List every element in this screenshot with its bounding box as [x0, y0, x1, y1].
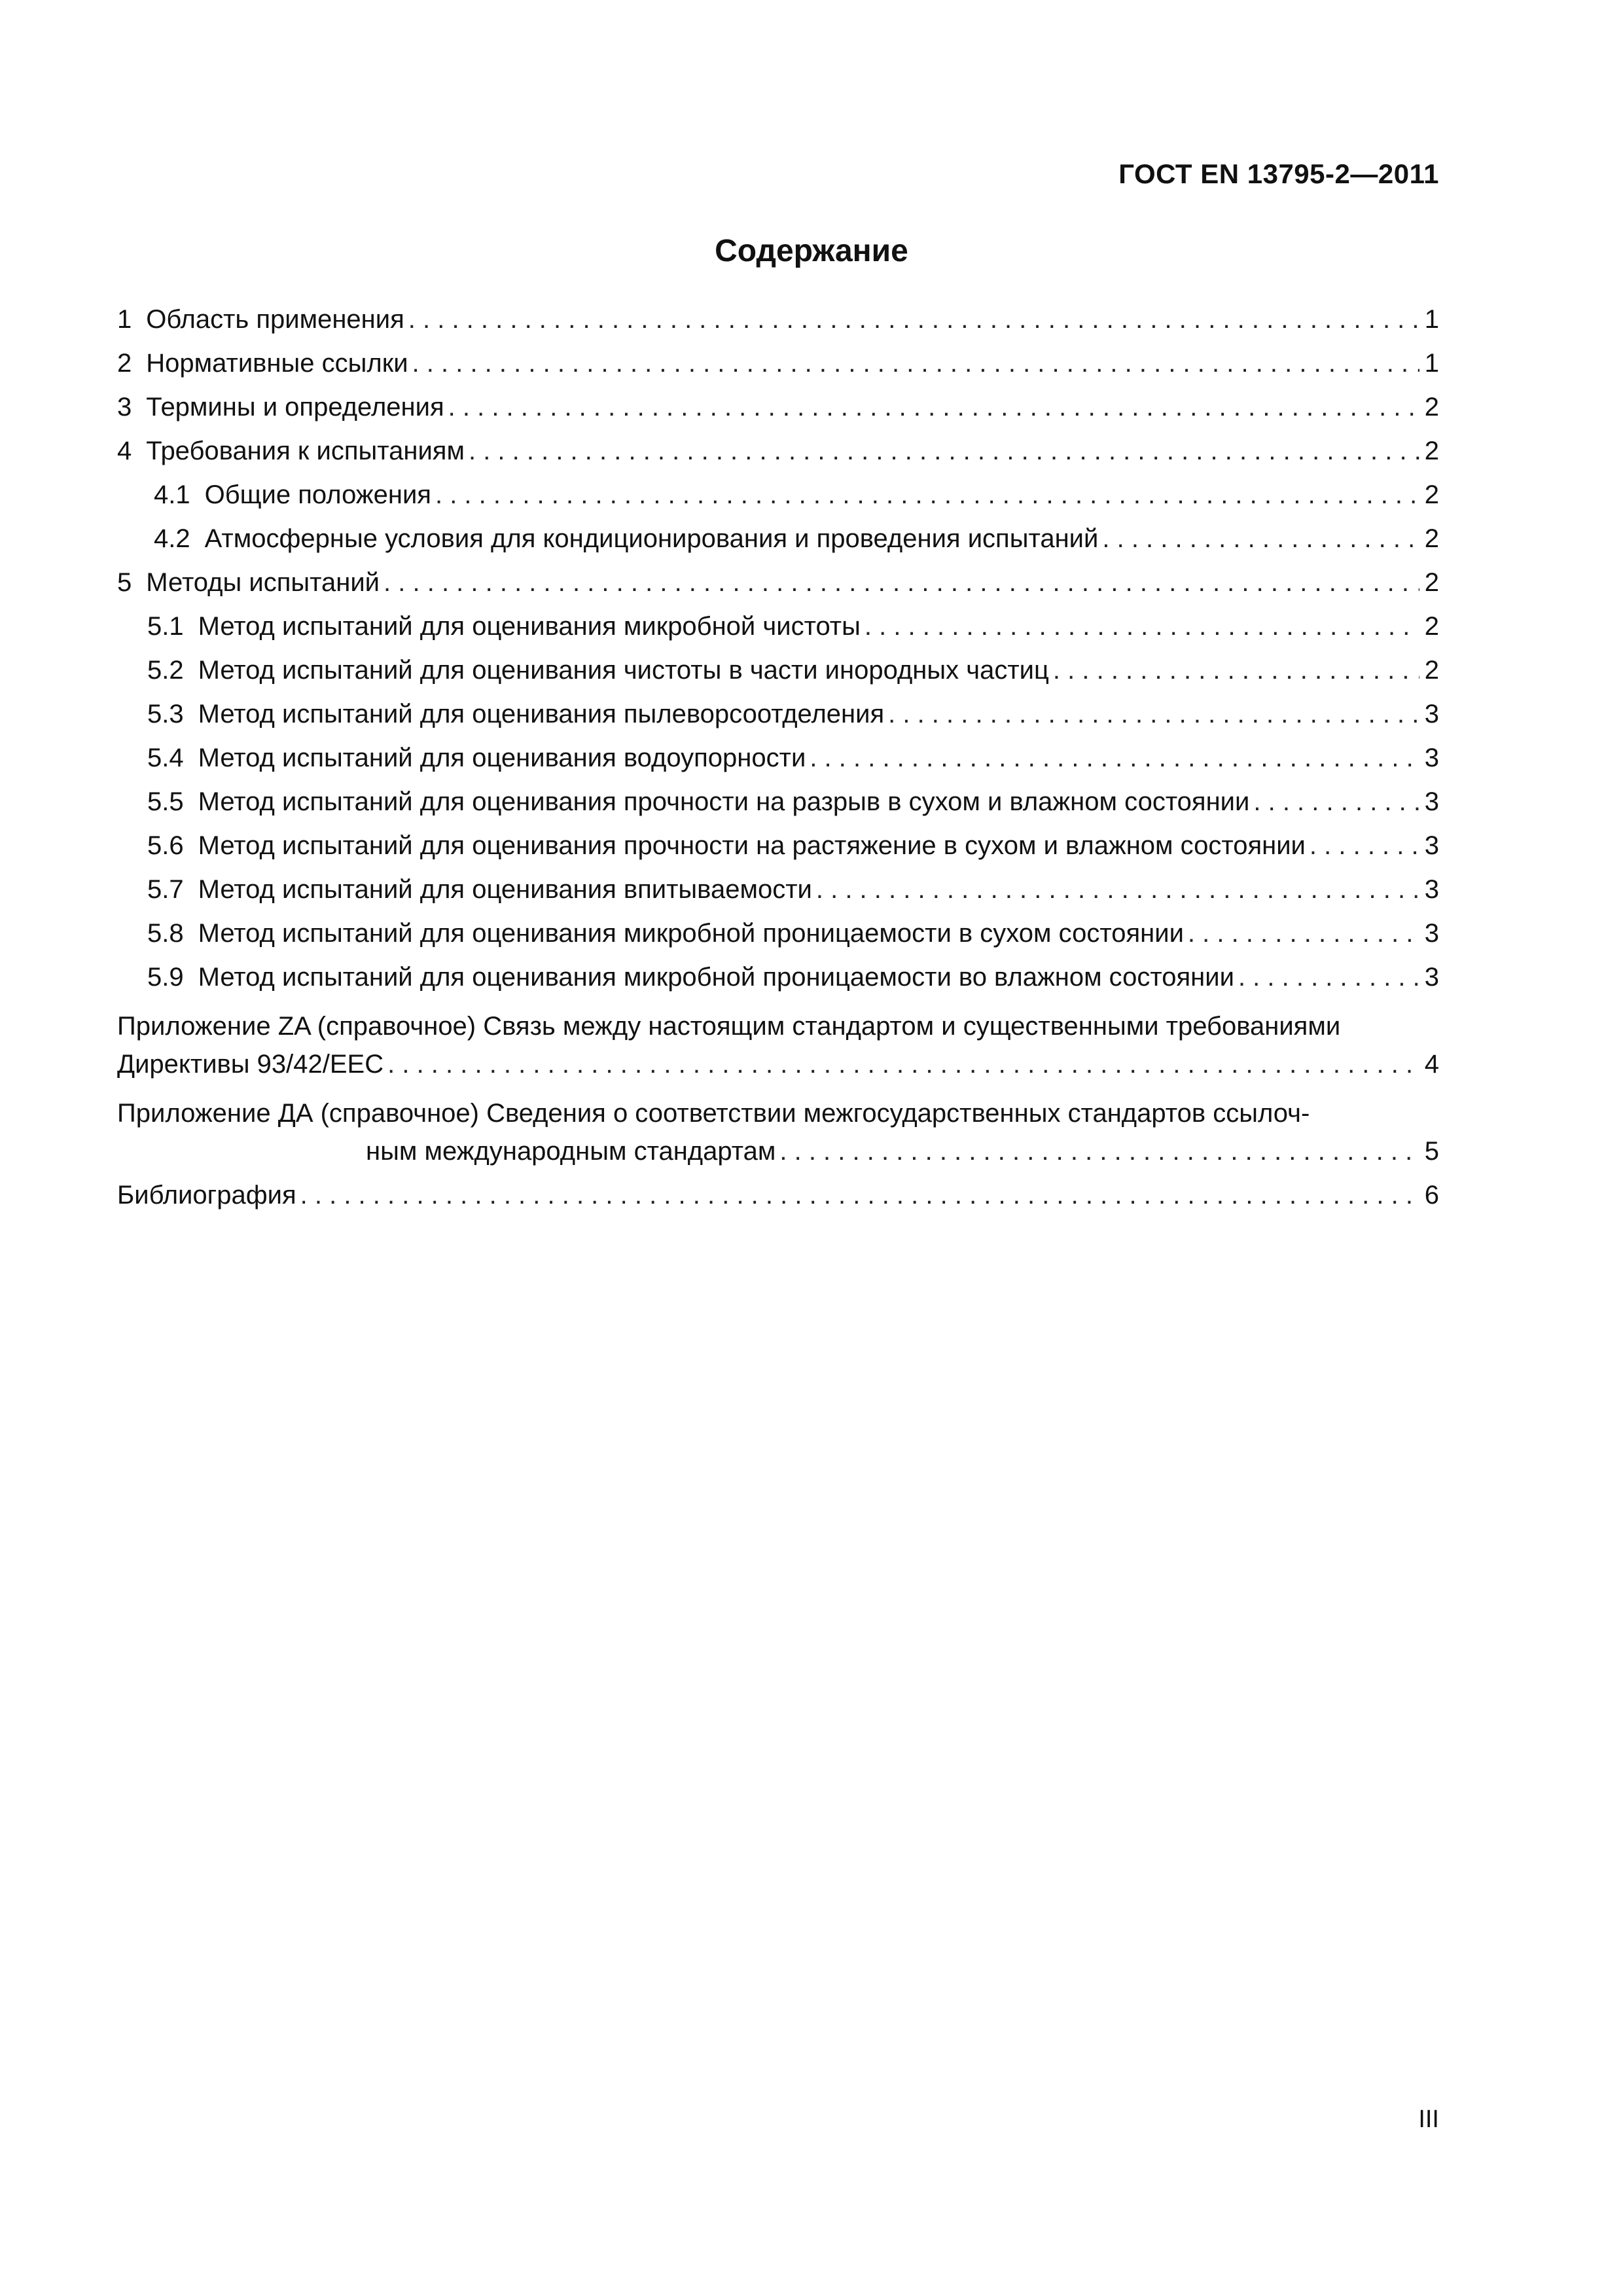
toc-entry-page: 6 — [1424, 1181, 1439, 1210]
table-of-contents — [117, 298, 1439, 1217]
dot-leader — [810, 736, 1419, 780]
dot-leader — [387, 1043, 1419, 1086]
toc-entry-page: 1 — [1424, 349, 1439, 378]
toc-entry-text: Метод испытаний для оценивания чистоты в части инородных частиц — [198, 656, 1049, 685]
toc-entry-number: 5.7 — [147, 875, 184, 904]
appendix-title-line: Директивы 93/42/EEC — [117, 1050, 384, 1079]
toc-entry-text: Общие положения — [204, 480, 431, 509]
appendix-da-title[interactable] — [117, 1092, 1439, 1130]
toc-entry-number: 5.4 — [147, 744, 184, 772]
toc-entry-page: 2 — [1424, 568, 1439, 597]
toc-entry-page: 3 — [1424, 831, 1439, 860]
toc-title: Содержание — [715, 234, 908, 268]
toc-entry-5-6[interactable] — [117, 824, 1439, 868]
appendix-title-line: ным международным стандартам — [366, 1137, 776, 1166]
toc-entry-text: Атмосферные условия для кондиционирования и проведения испытаний — [204, 524, 1099, 553]
toc-entry-number: 3 — [117, 393, 132, 422]
toc-entry-page: 3 — [1424, 744, 1439, 772]
toc-entry-page: 2 — [1424, 656, 1439, 685]
toc-entry-5[interactable] — [117, 561, 1439, 605]
toc-entry-number: 4.1 — [154, 480, 190, 509]
toc-entry-number: 4 — [117, 437, 132, 465]
toc-entry-5-4[interactable] — [117, 736, 1439, 780]
dot-leader — [1053, 649, 1419, 692]
toc-entry-text: Область применения — [146, 305, 404, 334]
appendix-title-line: Приложение ZA (справочное) Связь между настоящим стандартом и существенными требованиями — [117, 1012, 1341, 1041]
dot-leader — [448, 386, 1419, 429]
toc-entry-5-8[interactable] — [117, 912, 1439, 956]
toc-entry-page: 3 — [1424, 875, 1439, 904]
toc-entry-page: 2 — [1424, 437, 1439, 465]
dot-leader — [1102, 517, 1419, 561]
toc-entry-number: 2 — [117, 349, 132, 378]
toc-entry-4-2[interactable] — [117, 517, 1439, 561]
appendix-title-line: Приложение ДА (справочное) Сведения о соответствии межгосударственных стандартов ссылоч- — [117, 1099, 1310, 1128]
dot-leader — [779, 1130, 1419, 1174]
dot-leader — [383, 561, 1419, 605]
toc-entry-text: Библиография — [117, 1181, 296, 1210]
toc-entry-page: 3 — [1424, 700, 1439, 728]
toc-entry-2[interactable] — [117, 342, 1439, 386]
toc-entry-text: Метод испытаний для оценивания пылеворсоотделения — [198, 700, 885, 728]
dot-leader — [816, 868, 1419, 912]
dot-leader — [435, 473, 1419, 517]
toc-entry-5-1[interactable] — [117, 605, 1439, 649]
dot-leader — [1188, 912, 1419, 956]
toc-entry-text: Метод испытаний для оценивания прочности на разрыв в сухом и влажном состоянии — [198, 787, 1250, 816]
dot-leader — [865, 605, 1419, 649]
toc-entry-page: 1 — [1424, 305, 1439, 334]
toc-entry-text: Термины и определения — [146, 393, 444, 422]
toc-entry-text: Методы испытаний — [146, 568, 380, 597]
toc-entry-5-5[interactable] — [117, 780, 1439, 824]
toc-entry-page: 5 — [1424, 1137, 1439, 1166]
toc-entry-text: Метод испытаний для оценивания микробной проницаемости в сухом состоянии — [198, 919, 1184, 948]
toc-entry-text: Требования к испытаниям — [146, 437, 465, 465]
toc-entry-page: 2 — [1424, 480, 1439, 509]
dot-leader — [1253, 780, 1419, 824]
appendix-za-continuation[interactable] — [117, 1043, 1439, 1086]
toc-entry-5-7[interactable] — [117, 868, 1439, 912]
toc-entry-5-3[interactable] — [117, 692, 1439, 736]
dot-leader — [469, 429, 1419, 473]
toc-entry-page: 3 — [1424, 787, 1439, 816]
dot-leader — [408, 298, 1419, 342]
dot-leader — [412, 342, 1419, 386]
toc-entry-number: 5.3 — [147, 700, 184, 728]
toc-entry-text: Метод испытаний для оценивания впитываемости — [198, 875, 812, 904]
toc-entry-page: 3 — [1424, 919, 1439, 948]
toc-entry-bibliography[interactable] — [117, 1174, 1439, 1217]
toc-entry-number: 4.2 — [154, 524, 190, 553]
toc-entry-page: 2 — [1424, 524, 1439, 553]
toc-entry-number: 5.5 — [147, 787, 184, 816]
dot-leader — [1310, 824, 1419, 868]
toc-entry-5-2[interactable] — [117, 649, 1439, 692]
toc-entry-text: Нормативные ссылки — [146, 349, 408, 378]
toc-entry-text: Метод испытаний для оценивания микробной проницаемости во влажном состоянии — [198, 963, 1234, 992]
toc-entry-number: 5 — [117, 568, 132, 597]
footer-page-number: III — [1418, 2106, 1439, 2133]
toc-entry-1[interactable] — [117, 298, 1439, 342]
toc-entry-page: 2 — [1424, 393, 1439, 422]
toc-entry-number: 5.2 — [147, 656, 184, 685]
dot-leader — [888, 692, 1419, 736]
dot-leader — [1238, 956, 1419, 999]
toc-entry-number: 5.1 — [147, 612, 184, 641]
toc-entry-4[interactable] — [117, 429, 1439, 473]
toc-entry-page: 4 — [1424, 1050, 1439, 1079]
toc-entry-page: 2 — [1424, 612, 1439, 641]
toc-entry-text: Метод испытаний для оценивания прочности на растяжение в сухом и влажном состоянии — [198, 831, 1306, 860]
toc-entry-3[interactable] — [117, 386, 1439, 429]
toc-entry-text: Метод испытаний для оценивания водоупорности — [198, 744, 806, 772]
dot-leader — [300, 1174, 1419, 1217]
toc-entry-5-9[interactable] — [117, 956, 1439, 999]
document-header-id: ГОСТ EN 13795-2—2011 — [1118, 158, 1439, 189]
appendix-da-continuation[interactable] — [117, 1130, 1439, 1174]
toc-entry-page: 3 — [1424, 963, 1439, 992]
toc-entry-4-1[interactable] — [117, 473, 1439, 517]
toc-entry-number: 5.9 — [147, 963, 184, 992]
toc-entry-text: Метод испытаний для оценивания микробной чистоты — [198, 612, 861, 641]
toc-entry-number: 5.6 — [147, 831, 184, 860]
appendix-za-title[interactable] — [117, 1005, 1439, 1043]
toc-entry-number: 5.8 — [147, 919, 184, 948]
toc-entry-number: 1 — [117, 305, 132, 334]
